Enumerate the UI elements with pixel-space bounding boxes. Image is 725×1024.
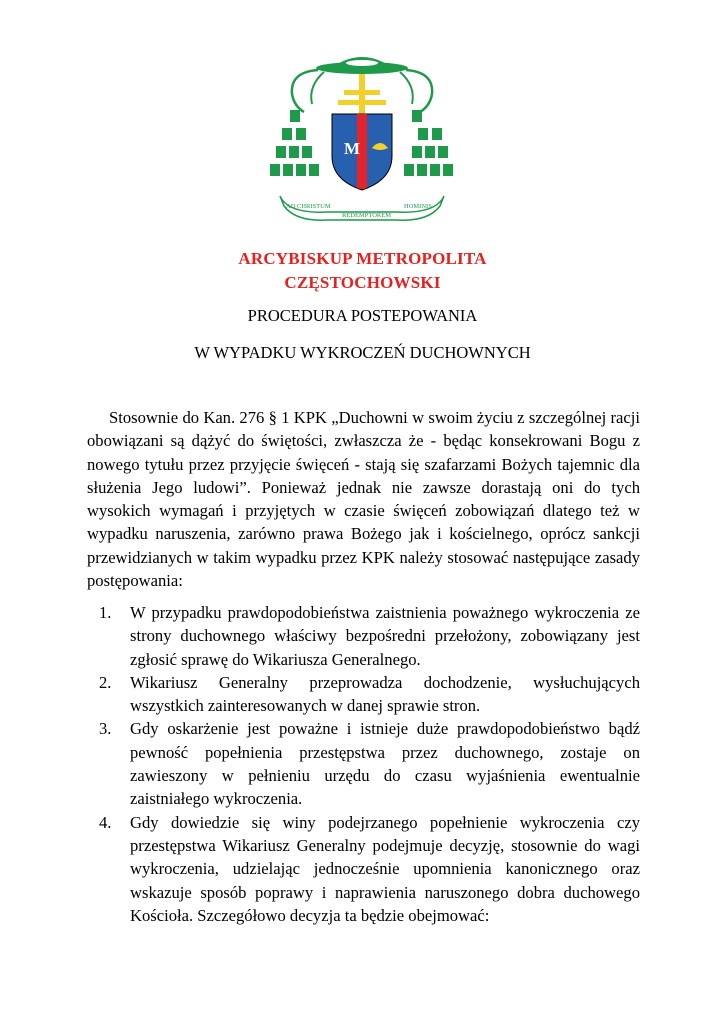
list-item-text: W przypadku prawdopodobieństwa zaistnienia poważnego wykroczenia ze strony duchownego właściwy bezpośredni przełożony, zobowiązany jest zgłosić sprawę do Wikariusza Generalnego. [130,603,640,669]
title-line-1: ARCYBISKUP METROPOLITA [238,249,487,268]
procedure-list [87,601,640,927]
subtitle-line-2: W WYPADKU WYKROCZEŃ DUCHOWNYCH [194,343,531,362]
list-item [87,717,640,810]
list-item-number: 4. [99,812,112,832]
list-item-number: 1. [99,603,112,622]
list-item [87,811,640,927]
list-item-text: Gdy dowiedzie się winy podejrzanego popełnienie wykroczenia czy przestępstwa Wikariusz Generalny podejmuje decyzję, stosownie do wagi wykroczenia, udzielając jednocześnie upomnienia kanonicznego oraz wskazuje sposób poprawy i naprawienia naruszonego dobra duchowego Kościoła. Szczegółowo decyzja ta będzie obejmować: [130,812,640,925]
list-item-text: Gdy oskarżenie jest poważne i istnieje duże prawdopodobieństwo bądź pewność popełnienia przestępstwa przez duchownego, zostaje on zawieszony w pełnieniu urzędu do czasu wyjaśnienia ewentualnie zaistniałego wykroczenia. [130,719,640,809]
list-item-number: 2. [99,672,112,692]
list-item [87,671,640,718]
title-line-2: CZĘSTOCHOWSKI [284,273,441,292]
motto-right: HOMINIS [404,203,432,210]
motto-center: REDEMPTOREM [342,212,391,219]
intro-paragraph: Stosownie do Kan. 276 § 1 KPK „Duchowni w swoim życiu z szczególnej racji obowiązani są dążyć do świętości, zwłaszcza że - będąc konsekrowani Bogu z nowego tytułu przez przyjęcie święceń - stają się szafarzami Bożych tajemnic dla służenia Jego ludowi”. Ponieważ jednak nie zawsze dorastają oni do tych wysokich wymagań i przyjętych w czasie święceń zobowiązań dlatego też w wypadku naruszenia, zarówno prawa Bożego jak i kościelnego, oprócz sankcji przewidzianych w takim wypadku przez KPK należy stosować następujące zasady postępowania: [87,408,640,591]
archbishop-coat-of-arms [268,46,456,226]
list-item-text: Wikariusz Generalny przeprowadza dochodzenie, wysłuchujących wszystkich zainteresowanych w danej sprawie stron. [130,672,640,716]
list-item [87,601,640,671]
shield-letter: M [344,139,361,158]
list-item-number: 3. [99,719,112,739]
subtitle-line-1: PROCEDURA POSTEPOWANIA [247,306,478,325]
motto-left: AD CHRISTUM [286,203,331,210]
